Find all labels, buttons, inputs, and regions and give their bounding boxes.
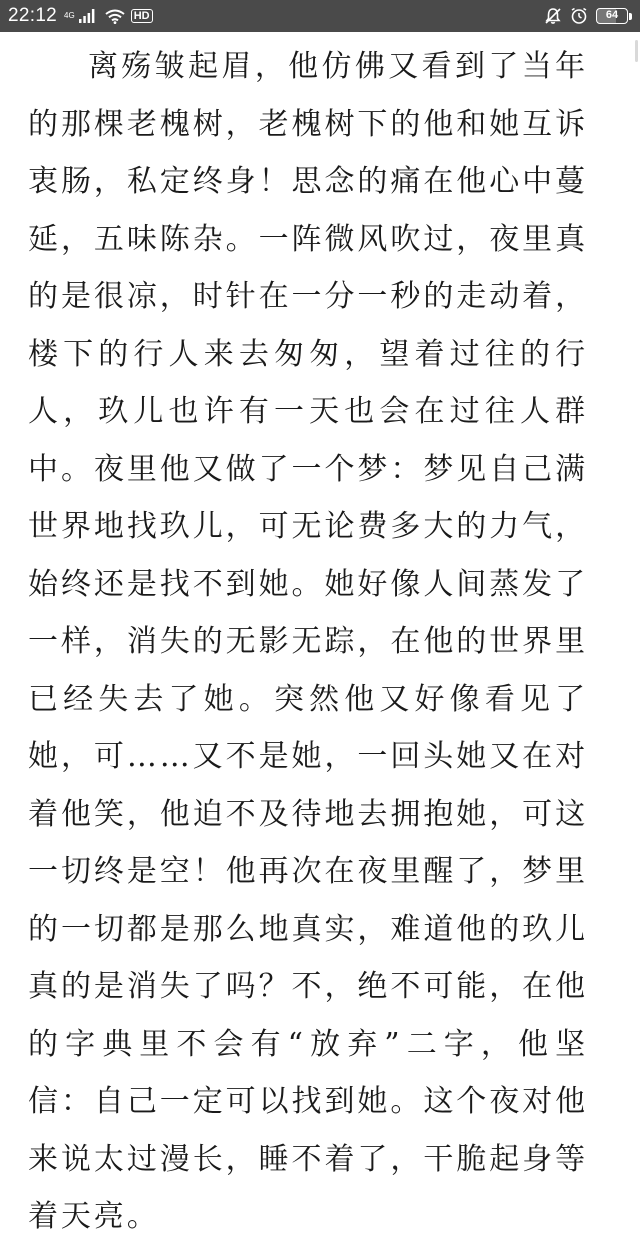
status-left [8,5,153,27]
do-not-disturb-icon [544,7,562,25]
battery-icon [596,8,628,24]
alarm-icon [570,7,588,25]
reader-content[interactable] [28,38,588,1246]
network-type-label: 4G [64,11,75,20]
scroll-indicator [635,40,638,62]
wifi-icon [105,9,125,24]
chapter-paragraph: 离殇皱起眉，他仿佛又看到了当年的那棵老槐树，老槐树下的他和她互诉衷肠，私定终身！思念的痛在他心中蔓延，五味陈杂。一阵微风吹过，夜里真的是很凉，时针在一分一秒的走动着，楼下的行人来去匆匆，望着过往的行人，玖儿也许有一天也会在过往人群中。夜里他又做了一个梦：梦见自己满世界地找玖儿，可无论费多大的力气，始终还是找不到她。她好像人间蒸发了一样，消失的无影无踪，在他的世界里已经失去了她。突然他又好像看见了她，可……又不是她，一回头她又在对着他笑，他迫不及待地去拥抱她，可这一切终是空！他再次在夜里醒了，梦里的一切都是那么地真实，难道他的玖儿真的是消失了吗？不，绝不可能，在他的字典里不会有“放弃”二字，他坚信：自己一定可以找到她。这个夜对他来说太过漫长，睡不着了，干脆起身等着天亮。 [28,49,588,1234]
status-bar [0,0,640,32]
hd-icon: HD [131,9,153,23]
status-right [544,7,632,25]
battery-level: 64 [605,9,619,21]
signal-icon [79,9,95,23]
battery-tip [629,13,632,20]
status-time: 22:12 [8,5,58,26]
